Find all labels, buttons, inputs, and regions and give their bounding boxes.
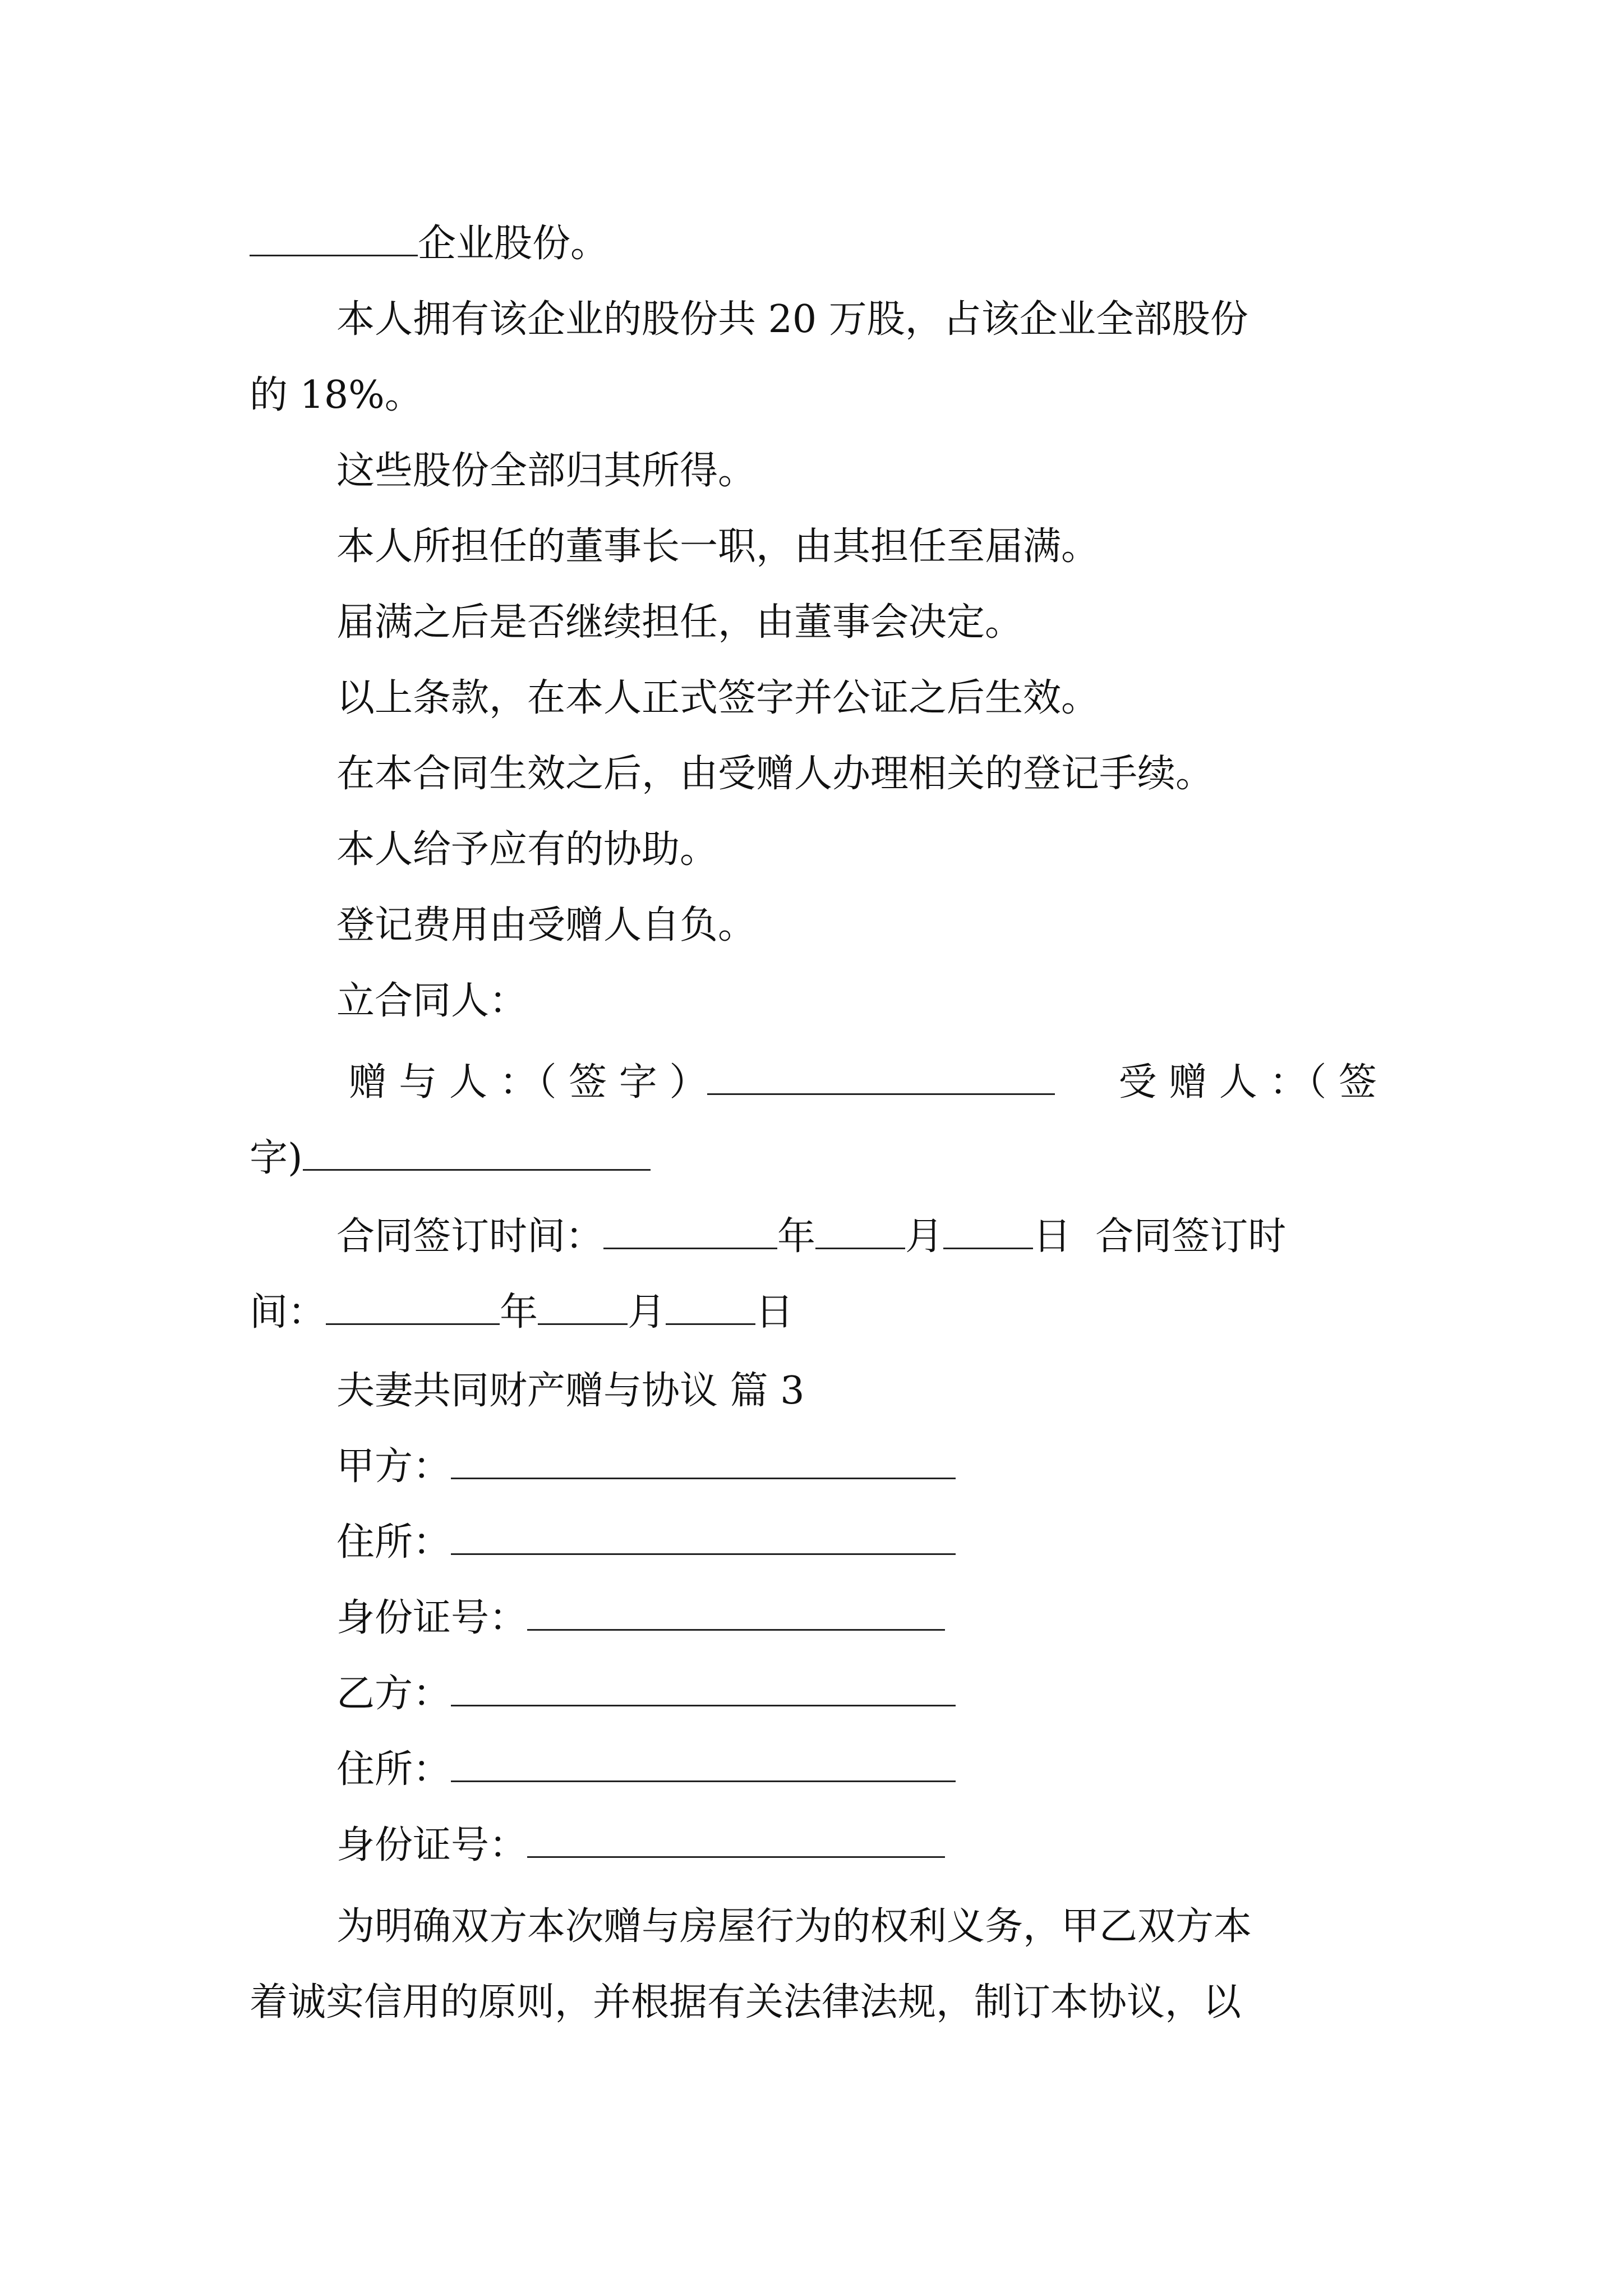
signature-line-cont: 字) xyxy=(250,1119,1377,1198)
month-blank-2 xyxy=(538,1280,628,1325)
line-shares-heading: 企业股份。 xyxy=(250,205,1377,283)
paragraph-assistance: 本人给予应有的协助。 xyxy=(336,827,718,872)
signature-line xyxy=(336,1043,1377,1122)
party-a-blank xyxy=(451,1434,956,1479)
donee-signature-blank xyxy=(303,1125,651,1171)
blank-company-name xyxy=(250,211,418,256)
party-b-blank xyxy=(451,1661,956,1706)
address-a-blank xyxy=(451,1510,956,1555)
field-id-a: 身份证号： xyxy=(336,1579,1377,1658)
paragraph-fees: 登记费用由受赠人自负。 xyxy=(336,903,757,947)
paragraph-share-count: 本人拥有该企业的股份共 20 万股，占该企业全部股份 xyxy=(336,297,1248,342)
field-address-a: 住所： xyxy=(336,1503,1377,1582)
signing-date-line: 合同签订时间： 年 月 日 合同签订时 xyxy=(336,1198,1377,1276)
day-blank-2 xyxy=(666,1280,755,1325)
paragraph-term-end: 届满之后是否继续担任，由董事会决定。 xyxy=(336,600,1023,645)
paragraph-shares-ownership: 这些股份全部归其所得。 xyxy=(336,449,757,493)
paragraph-registration: 在本合同生效之后，由受赠人办理相关的登记手续。 xyxy=(336,752,1214,796)
section-title: 夫妻共同财产赠与协议 篇 3 xyxy=(336,1369,805,1413)
closing-paragraph-line2: 着诚实信用的原则，并根据有关法律法规，制订本协议，以 xyxy=(250,1980,1242,2024)
paragraph-share-percent: 的 18%。 xyxy=(250,373,423,417)
field-address-b: 住所： xyxy=(336,1731,1377,1809)
donee-label: 受 赠 人 ：（ 签 xyxy=(1118,1060,1377,1105)
donor-signature-blank xyxy=(707,1050,1055,1095)
month-blank xyxy=(815,1204,905,1249)
paragraph-effective: 以上条款，在本人正式签字并公证之后生效。 xyxy=(336,676,1100,720)
year-blank-2 xyxy=(326,1280,500,1325)
donor-signature: 赠 与 人 ：（ 签 字 ） xyxy=(336,1043,1055,1122)
signatories-heading: 立合同人： xyxy=(336,979,528,1023)
id-a-blank xyxy=(527,1585,945,1631)
field-party-b: 乙方： xyxy=(336,1655,1377,1733)
field-id-b: 身份证号： xyxy=(336,1806,1377,1885)
year-blank xyxy=(603,1204,777,1249)
day-blank xyxy=(943,1204,1033,1249)
signing-date-line-cont: 间： 年 月 日 xyxy=(250,1273,1377,1352)
address-b-blank xyxy=(451,1737,956,1782)
field-party-a: 甲方： xyxy=(336,1428,1377,1506)
paragraph-chairman: 本人所担任的董事长一职，由其担任至届满。 xyxy=(336,524,1100,569)
closing-paragraph-line1: 为明确双方本次赠与房屋行为的权利义务，甲乙双方本 xyxy=(336,1904,1252,1949)
id-b-blank xyxy=(527,1812,945,1858)
